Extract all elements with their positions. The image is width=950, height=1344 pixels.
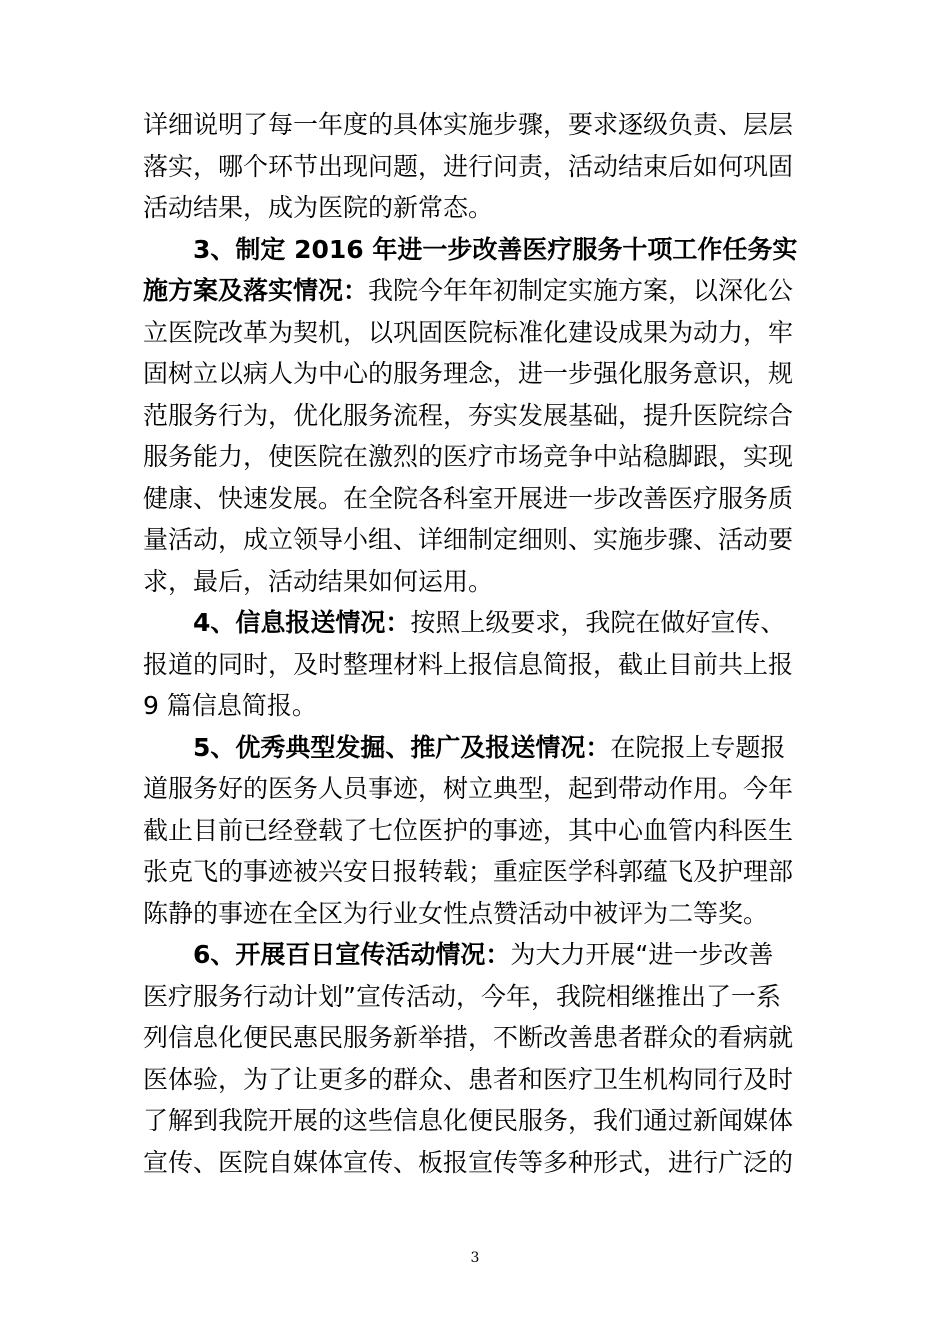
paragraph-line: 张克飞的事迹被兴安日报转载；重症医学科郭蕴飞及护理部 bbox=[143, 857, 794, 886]
paragraph-text: 为大力开展“进一步改善 bbox=[510, 940, 774, 969]
paragraph-line bbox=[143, 934, 815, 976]
paragraph-line: 固树立以病人为中心的服务理念，进一步强化服务意识，规 bbox=[143, 359, 794, 388]
paragraph-line: 范服务行为，优化服务流程，夯实发展基础，提升医院综合 bbox=[143, 400, 794, 430]
paragraph-line: 量活动，成立领导小组、详细制定细则、实施步骤、活动要 bbox=[143, 525, 794, 554]
paragraph-line: 9 篇信息简报。 bbox=[143, 691, 317, 720]
paragraph-line: 列信息化便民惠民服务新举措，不断改善患者群众的看病就 bbox=[143, 1023, 794, 1052]
paragraph-line: 道服务好的医务人员事迹，树立典型，起到带动作用。今年 bbox=[143, 774, 794, 803]
section-heading-3-cont: 施方案及落实情况： bbox=[143, 276, 369, 305]
paragraph-line: 截止目前已经登载了七位医护的事迹，其中心血管内科医生 bbox=[143, 815, 794, 845]
paragraph-line bbox=[143, 602, 815, 644]
paragraph-text: 我院今年年初制定实施方案，以深化公 bbox=[368, 276, 794, 305]
paragraph-line: 陈静的事迹在全区为行业女性点赞活动中被评为二等奖。 bbox=[143, 898, 769, 928]
section-heading-3: 3、制定 2016 年进一步改善医疗服务十项工作任务实 bbox=[193, 234, 798, 264]
paragraph-line: 宣传、医院自媒体宣传、板报宣传等多种形式，进行广泛的 bbox=[143, 1147, 794, 1177]
section-heading-5: 5、优秀典型发掘、推广及报送情况： bbox=[193, 732, 611, 762]
paragraph-line bbox=[143, 727, 815, 769]
paragraph-line: 详细说明了每一年度的具体实施步骤，要求逐级负责、层层 bbox=[143, 110, 794, 139]
document-body bbox=[143, 104, 815, 1183]
paragraph-line: 医疗服务行动计划”宣传活动，今年，我院相继推出了一系 bbox=[143, 981, 781, 1011]
paragraph-line bbox=[143, 270, 815, 312]
paragraph-line: 报道的同时，及时整理材料上报信息简报，截止目前共上报 bbox=[143, 649, 794, 679]
page-number: 3 bbox=[470, 1250, 480, 1266]
paragraph-line: 立医院改革为契机，以巩固医院标准化建设成果为动力，牢 bbox=[143, 317, 794, 347]
section-heading-4: 4、信息报送情况： bbox=[193, 608, 411, 637]
paragraph-line: 了解到我院开展的这些信息化便民服务，我们通过新闻媒体 bbox=[143, 1106, 794, 1135]
paragraph-line: 健康、快速发展。在全院各科室开展进一步改善医疗服务质 bbox=[143, 483, 794, 513]
paragraph-text: 在院报上专题报 bbox=[610, 732, 786, 762]
paragraph-text: 按照上级要求，我院在做好宣传、 bbox=[410, 608, 786, 637]
paragraph-line: 求，最后，活动结果如何运用。 bbox=[143, 566, 494, 596]
paragraph-line: 服务能力，使医院在激烈的医疗市场竞争中站稳脚跟，实现 bbox=[143, 442, 794, 471]
section-heading-6: 6、开展百日宣传活动情况： bbox=[193, 940, 511, 969]
paragraph-line: 落实，哪个环节出现问题，进行问责，活动结束后如何巩固 bbox=[143, 151, 794, 181]
paragraph-line: 医体验，为了让更多的群众、患者和医疗卫生机构同行及时 bbox=[143, 1064, 794, 1094]
paragraph-line: 活动结果，成为医院的新常态。 bbox=[143, 193, 494, 222]
